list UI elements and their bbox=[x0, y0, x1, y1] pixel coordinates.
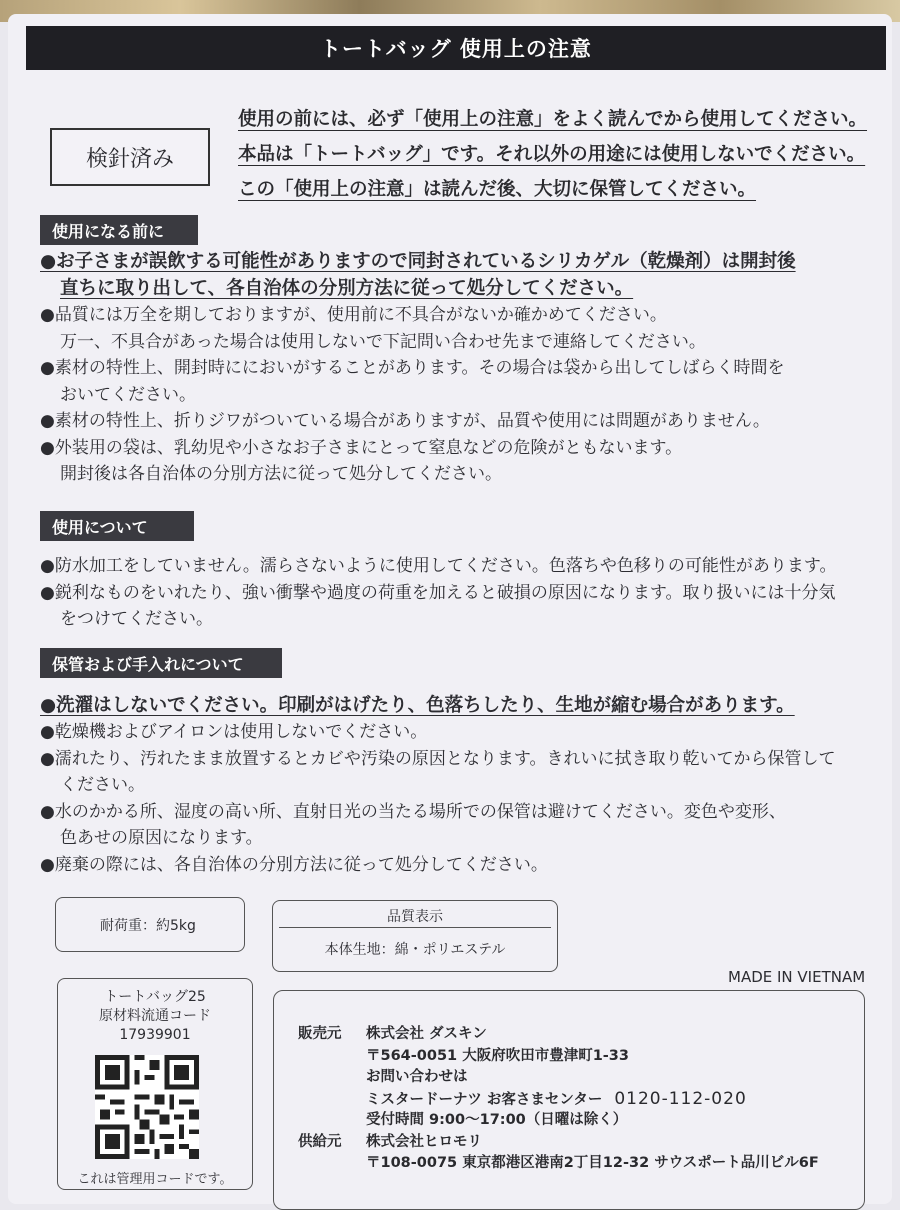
list-item: 色あせの原因になります。 bbox=[60, 828, 263, 848]
list-item: ●素材の特性上、開封時ににおいがすることがあります。その場合は袋から出してしばらく時間を bbox=[40, 358, 785, 378]
list-item: ●洗濯はしないでください。印刷がはげたり、色落ちしたり、生地が縮む場合があります。 bbox=[40, 695, 795, 716]
supplier-company: 株式会社ヒロモリ bbox=[366, 1133, 482, 1150]
seller-info bbox=[298, 1024, 819, 1175]
qr-code-icon bbox=[95, 1055, 199, 1159]
seller-company: 株式会社 ダスキン bbox=[366, 1026, 487, 1042]
code-note: これは管理用コードです。 bbox=[77, 1172, 233, 1187]
code-number: 17939901 bbox=[119, 1027, 191, 1043]
seller-address: 〒564-0051 大阪府吹田市豊津町1-33 bbox=[366, 1047, 629, 1064]
list-item: ●品質には万全を期しておりますが、使用前に不具合がないか確かめてください。 bbox=[40, 305, 667, 325]
list-item: ●素材の特性上、折りジワがついている場合がありますが、品質や使用には問題がありません。 bbox=[40, 411, 770, 431]
intro-line: この「使用上の注意」は読んだ後、大切に保管してください。 bbox=[238, 179, 757, 200]
section-heading-before-use: 使用になる前に bbox=[40, 215, 198, 245]
country-of-origin: MADE IN VIETNAM bbox=[728, 968, 866, 986]
list-item: おいてください。 bbox=[60, 384, 196, 405]
list-item: ●外装用の袋は、乳幼児や小さなお子さまにとって窒息などの危険がともないます。 bbox=[40, 437, 683, 458]
list-item: 直ちに取り出して、各自治体の分別方法に従って処分してください。 bbox=[60, 278, 634, 299]
intro-notes bbox=[238, 102, 878, 207]
list-item: ください。 bbox=[60, 775, 145, 795]
intro-line: 本品は「トートバッグ」です。それ以外の用途には使用しないでください。 bbox=[238, 144, 866, 165]
supplier-label: 供給元 bbox=[298, 1133, 342, 1150]
quality-material: 本体生地：綿・ポリエステル bbox=[324, 942, 506, 958]
list-item: ●濡れたり、汚れたまま放置するとカビや汚染の原因となります。きれいに拭き取り乾いてから保管して bbox=[40, 748, 836, 769]
quality-heading: 品質表示 bbox=[387, 909, 443, 925]
business-hours: 受付時間 9:00～17:00（日曜は除く） bbox=[366, 1112, 628, 1128]
inquiry-label: お問い合わせは bbox=[366, 1069, 468, 1085]
intro-line: 使用の前には、必ず「使用上の注意」をよく読んでから使用してください。 bbox=[238, 109, 868, 130]
section-heading-storage: 保管および手入れについて bbox=[40, 648, 282, 678]
customer-center: ミスタードーナツ お客さまセンター bbox=[366, 1091, 603, 1108]
list-item: ●廃棄の際には、各自治体の分別方法に従って処分してください。 bbox=[40, 854, 548, 875]
list-item: ●お子さまが誤飲する可能性がありますので同封されているシリカゲル（乾燥剤）は開封後 bbox=[40, 251, 796, 272]
supplier-address: 〒108-0075 東京都港区港南2丁目12-32 サウスポート品川ビル6F bbox=[366, 1155, 819, 1171]
section-heading-usage: 使用について bbox=[40, 511, 194, 541]
storage-list bbox=[40, 692, 885, 878]
page-title: トートバッグ 使用上の注意 bbox=[26, 26, 886, 70]
code-label: 原材料流通コード bbox=[99, 1008, 211, 1024]
list-item: 万一、不具合があった場合は使用しないで下記問い合わせ先まで連絡してください。 bbox=[60, 331, 706, 352]
code-product-name: トートバッグ25 bbox=[104, 989, 206, 1005]
phone-number: 0120-112-020 bbox=[614, 1088, 747, 1109]
load-capacity-text: 耐荷重：約5kg bbox=[100, 918, 196, 934]
list-item: ●水のかかる所、湿度の高い所、直射日光の当たる場所での保管は避けてください。変色や変形、 bbox=[40, 801, 786, 822]
usage-list bbox=[40, 553, 885, 633]
inspection-stamp: 検針済み bbox=[50, 128, 210, 186]
before-use-list bbox=[40, 248, 885, 488]
quality-label-box bbox=[272, 900, 558, 972]
list-item: をつけてください。 bbox=[60, 609, 213, 629]
seller-label: 販売元 bbox=[298, 1026, 342, 1042]
list-item: ●防水加工をしていません。濡らさないように使用してください。色落ちや色移りの可能性があります。 bbox=[40, 556, 837, 576]
list-item: ●乾燥機およびアイロンは使用しないでください。 bbox=[40, 722, 428, 742]
list-item: ●鋭利なものをいれたり、強い衝撃や過度の荷重を加えると破損の原因になります。取り扱いには十分気 bbox=[40, 582, 836, 603]
list-item: 開封後は各自治体の分別方法に従って処分してください。 bbox=[60, 464, 502, 484]
load-capacity-box bbox=[55, 897, 245, 952]
